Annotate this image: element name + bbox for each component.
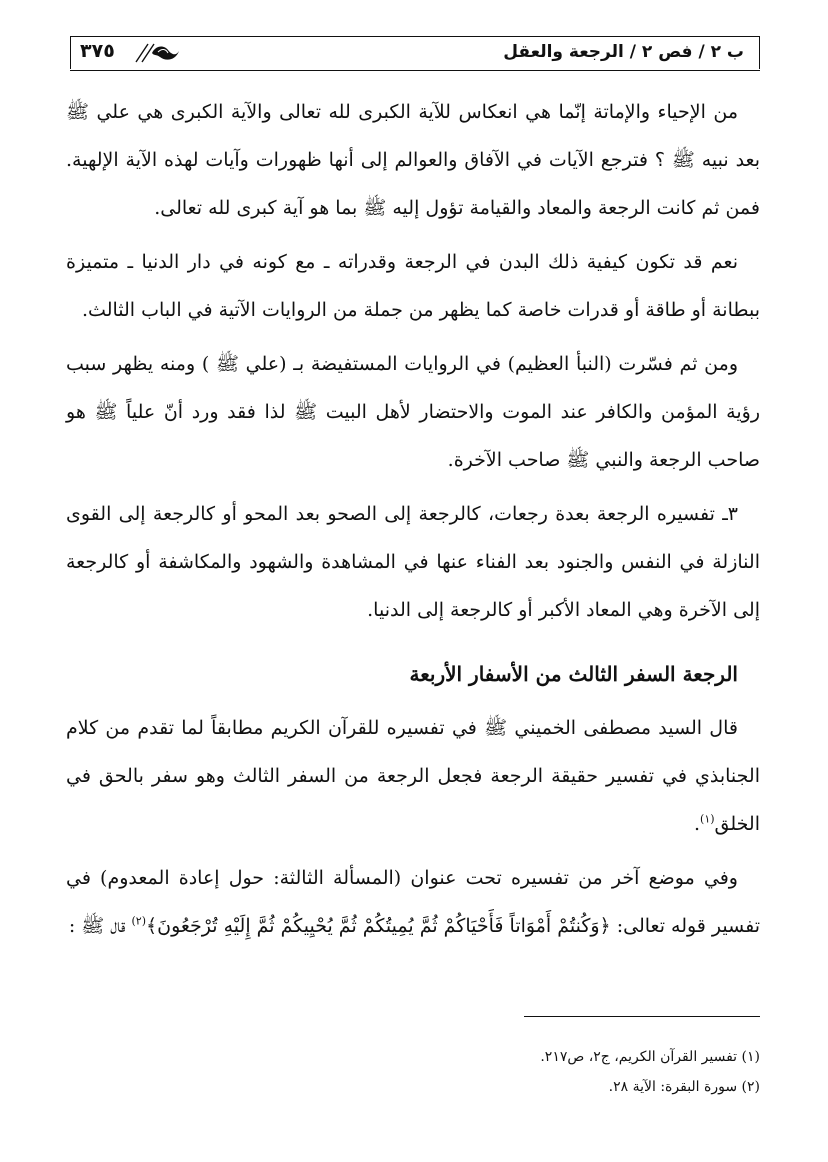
ornament-icon (134, 42, 180, 64)
paragraph-text: قال السيد مصطفى الخميني ﷺ في تفسيره للقرآن الكريم مطابقاً لما تقدم من كلام الجنابذي في تفسير حقيقة الرجعة فجعل الرجعة من السفر الثالث وهو سفر بالحق في الخلق (66, 717, 760, 835)
paragraph: ٣ـ تفسيره الرجعة بعدة رجعات، كالرجعة إلى الصحو بعد المحو أو كالرجعة إلى القوى النازلة في النفس والجنود بعد الفناء عنها في المشاهدة والشهود والمكاشفة أو كالرجعة إلى الآخرة وهي المعاد الأكبر أو كالرجعة إلى الدنيا. (66, 503, 760, 621)
running-title: ب ٢ / فص ٢ / الرجعة والعقل (503, 42, 744, 62)
page-header (70, 36, 760, 72)
header-rule (70, 70, 760, 71)
paragraph: من الإحياء والإماتة إنّما هي انعكاس للآية الكبرى لله تعالى والآية الكبرى هي علي ﷺ بعد نبيه ﷺ ؟ فترجع الآيات في الآفاق والعوالم إلى أنها ظهورات وآيات لهذه الآية الإلهية. فمن ثم كانت الرجعة والمعاد والقيامة تؤول إليه ﷺ بما هو آية كبرى لله تعالى. (66, 101, 760, 219)
footnote: (٢) سورة البقرة: الآية ٢٨. (608, 1079, 760, 1095)
section-heading: الرجعة السفر الثالث من الأسفار الأربعة (409, 662, 738, 686)
paragraph-end: . (693, 813, 701, 835)
paragraph (66, 854, 760, 950)
footnotes (70, 1042, 760, 1102)
footnote: (١) تفسير القرآن الكريم، ج٢، ص٢١٧. (540, 1049, 760, 1065)
paragraph-end: قال ﷺ : (68, 915, 132, 937)
paragraph (66, 704, 760, 848)
main-text (66, 88, 760, 956)
footnote-divider (524, 1016, 760, 1017)
paragraph: نعم قد تكون كيفية ذلك البدن في الرجعة وقدراته ـ مع كونه في دار الدنيا ـ متميزة ببطانة أو طاقة أو قدرات خاصة كما يظهر من جملة من الروايات الآتية في الباب الثالث. (66, 251, 760, 321)
paragraph-text: وفي موضع آخر من تفسيره تحت عنوان (المسألة الثالثة: حول إعادة المعدوم) في تفسير قوله تعالى: ﴿وَكُنتُمْ أَمْوَاتاً فَأَحْيَاكُمْ ثُمَّ يُمِيتُكُمْ ثُمَّ يُحْيِيكُمْ ثُمَّ إِلَيْهِ تُرْجَعُونَ﴾ (66, 867, 760, 937)
page-number: ٣٧٥ (80, 40, 115, 62)
footnote-ref[interactable]: (١) (700, 812, 715, 826)
footnote-ref[interactable]: (٢) (131, 914, 146, 928)
paragraph: ومن ثم فسّرت (النبأ العظيم) في الروايات المستفيضة بـ (علي ﷺ ) ومنه يظهر سبب رؤية المؤمن والكافر عند الموت والاحتضار لأهل البيت ﷺ لذا فقد ورد أنّ علياً ﷺ هو صاحب الرجعة والنبي ﷺ صاحب الآخرة. (66, 353, 760, 471)
